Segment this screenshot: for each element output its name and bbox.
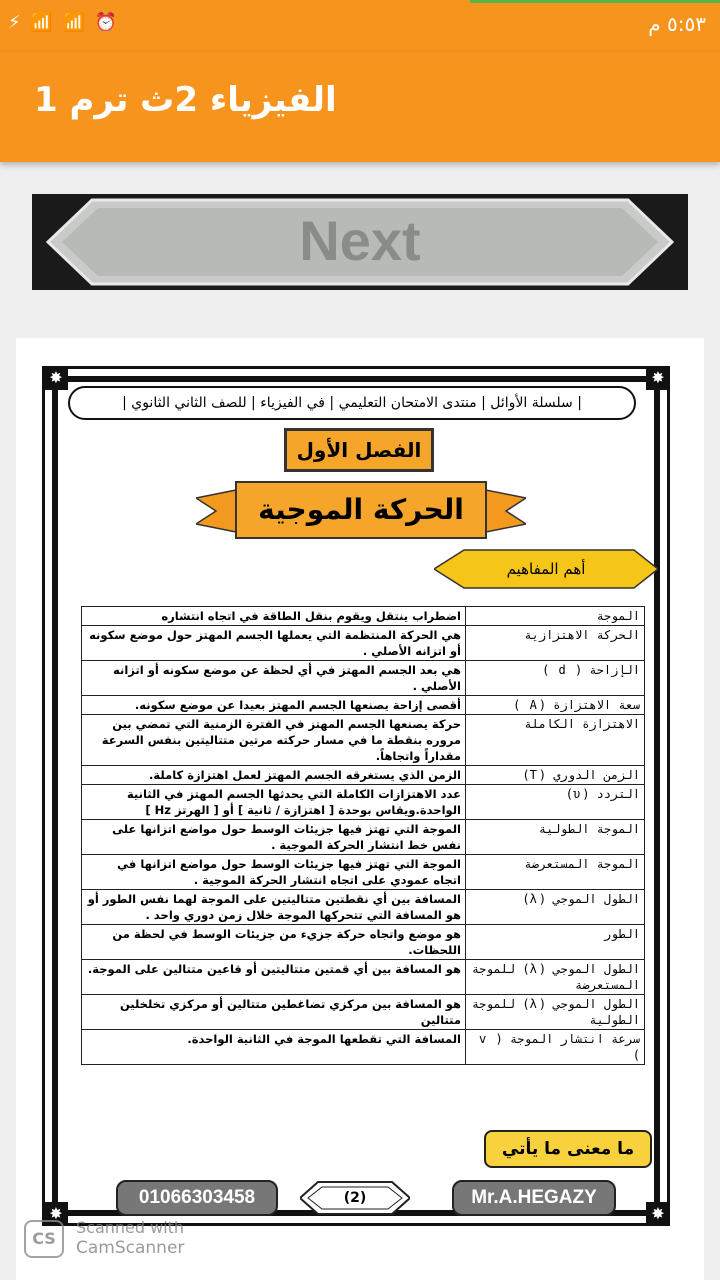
table-row [82, 715, 645, 766]
table-row [82, 890, 645, 925]
camscanner-logo-icon: CS [24, 1220, 64, 1258]
definition-cell: هي الحركة المنتظمة التي يعملها الجسم المهتز حول موضع سكونه أو اتزانه الأصلي . [82, 626, 466, 661]
term-cell: الطول الموجي (λ) للموجة الطولية [466, 995, 645, 1030]
term-cell: الموجة [466, 607, 645, 626]
corner-ornament-icon: ✸ [646, 1202, 670, 1226]
term-cell: الاهتزازة الكاملة [466, 715, 645, 766]
watermark-line1: Scanned with [76, 1218, 185, 1237]
status-bar [0, 0, 720, 52]
term-cell: الموجة الطولية [466, 820, 645, 855]
page-number: (2) [343, 1190, 367, 1206]
author-badge: Mr.A.HEGAZY [452, 1180, 616, 1216]
phone-badge: 01066303458 [116, 1180, 278, 1216]
table-row [82, 785, 645, 820]
corner-ornament-icon: ✸ [44, 366, 68, 390]
table-row [82, 995, 645, 1030]
table-row [82, 1030, 645, 1065]
next-arrow-graphic [32, 194, 688, 290]
definition-cell: المسافة بين أي نقطتين متتاليتين على الموجة لهما نفس الطور أو هو المسافة التي تتحركها الموجة خلال زمن دوري واحد . [82, 890, 466, 925]
app-bar [0, 52, 720, 162]
scanned-document [16, 338, 704, 1280]
definition-cell: الزمن الذي يستغرقه الجسم المهتز لعمل اهتزازة كاملة. [82, 766, 466, 785]
table-row [82, 661, 645, 696]
definition-cell: هي بعد الجسم المهتز في أي لحظة عن موضع سكونه أو اتزانه الأصلي . [82, 661, 466, 696]
table-row [82, 626, 645, 661]
app-title: الفيزياء 2ث ترم 1 [34, 80, 337, 120]
table-row [82, 925, 645, 960]
glossary-table [81, 606, 645, 1065]
definition-cell: عدد الاهتزازات الكاملة التي يحدثها الجسم المهتز في الثانية الواحدة.ويقاس بوحدة [ اهتزازة / ثانية ] أو [ الهرتز Hz ] [82, 785, 466, 820]
doc-header: | سلسلة الأوائل | منتدى الامتحان التعليمي | في الفيزياء | للصف الثاني الثانوي | [68, 386, 636, 420]
term-cell: التردد (υ) [466, 785, 645, 820]
term-cell: الإزاحة ( d ) [466, 661, 645, 696]
table-row [82, 820, 645, 855]
table-row [82, 607, 645, 626]
corner-ornament-icon: ✸ [44, 1202, 68, 1226]
term-cell: الزمن الدوري (T) [466, 766, 645, 785]
table-row [82, 696, 645, 715]
definition-cell: الموجة التي تهتز فيها جزيئات الوسط حول مواضع اتزانها على نفس خط انتشار الحركة الموجية . [82, 820, 466, 855]
term-cell: الموجة المستعرضة [466, 855, 645, 890]
term-cell: الطول الموجي (λ) للموجة المستعرضة [466, 960, 645, 995]
term-cell: سعة الاهتزازة (A ) [466, 696, 645, 715]
loading-bar [470, 0, 720, 3]
definition-cell: الموجة التي تهتز فيها جزيئات الوسط حول مواضع اتزانها في اتجاه عمودي على اتجاه انتشار الحركة الموجية . [82, 855, 466, 890]
concepts-label: أهم المفاهيم [506, 560, 586, 578]
term-cell: الطور [466, 925, 645, 960]
next-banner[interactable] [32, 194, 688, 290]
definition-cell: هو المسافة بين مركزي تضاغطين متتالين أو مركزي تخلخلين متتالين [82, 995, 466, 1030]
definition-cell: حركة يصنعها الجسم المهتز في الفترة الزمنية التي تمضي بين مروره بنقطة ما في مسار حركته مرتين متتاليتين بنفس السرعة مقداراً واتجاهاً. [82, 715, 466, 766]
status-time: ٥:٥٣ م [648, 12, 706, 36]
table-row [82, 766, 645, 785]
watermark-line2: CamScanner [76, 1238, 185, 1258]
topic-title: الحركة الموجية [258, 493, 464, 526]
definition-cell: المسافة التي تقطعها الموجة في الثانية الواحدة. [82, 1030, 466, 1065]
definition-cell: هو المسافة بين أي قمتين متتاليتين أو قاعين متتالين على الموجة. [82, 960, 466, 995]
definition-cell: اضطراب ينتقل ويقوم بنقل الطاقة في اتجاه انتشاره [82, 607, 466, 626]
table-row [82, 960, 645, 995]
camscanner-watermark [24, 1218, 224, 1262]
term-cell: الطول الموجي (λ) [466, 890, 645, 925]
meaning-label: ما معنى ما يأتي [484, 1130, 652, 1168]
term-cell: سرعة انتشار الموجة ( v ) [466, 1030, 645, 1065]
definition-cell: هو موضع واتجاه حركة جزيء من جزيئات الوسط في لحظة من اللحظات. [82, 925, 466, 960]
corner-ornament-icon: ✸ [646, 366, 670, 390]
definition-cell: أقصى إزاحة يصنعها الجسم المهتز بعيدا عن موضع سكونه. [82, 696, 466, 715]
next-label: Next [299, 209, 421, 272]
chapter-title: الفصل الأول [284, 428, 434, 472]
status-icons: ⚡ 📶 📶 ⏰ [8, 12, 120, 33]
term-cell: الحركة الاهتزازية [466, 626, 645, 661]
table-row [82, 855, 645, 890]
